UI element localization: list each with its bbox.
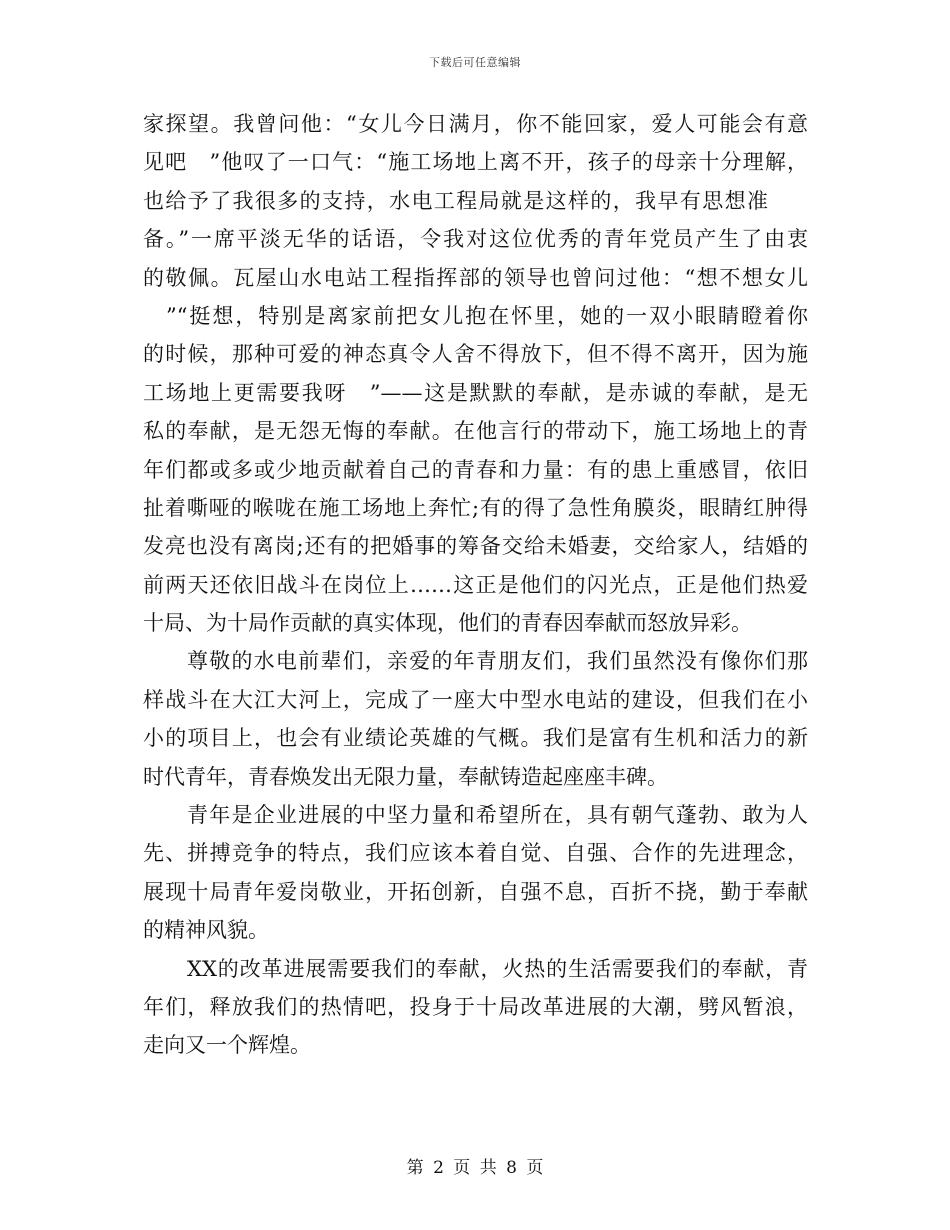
text-line: 的精神风貌。	[143, 918, 269, 943]
page-footer: 第 2 页 共 8 页	[406, 1158, 544, 1178]
text-line: 先、拼搏竞争的特点，我们应该本着自觉、自强、合作的先进理念，	[143, 841, 808, 866]
paragraph-start-line: 青年是企业进展的中坚力量和希望所在，具有朝气蓬勃、敢为人	[187, 803, 808, 828]
text-line: 前两天还依旧战斗在岗位上……这正是他们的闪光点，正是他们热爱	[143, 572, 808, 597]
text-line: 也给予了我很多的支持，水电工程局就是这样的，我早有思想准	[143, 188, 768, 213]
text-line: 展现十局青年爱岗敬业，开拓创新，自强不息，百折不挠，勤于奉献	[143, 879, 808, 904]
text-line: 走向又一个辉煌。	[143, 1033, 311, 1058]
text-line: 备。”一席平淡无华的话语，令我对这位优秀的青年党员产生了由衷	[143, 227, 808, 252]
paragraph-start-line: 尊敬的水电前辈们，亲爱的年青朋友们，我们虽然没有像你们那	[187, 649, 808, 674]
text-line: ”“挺想，特别是离家前把女儿抱在怀里，她的一双小眼睛瞪着你	[143, 303, 808, 328]
text-line: 扯着嘶哑的喉咙在施工场地上奔忙;有的得了急性角膜炎，眼睛红肿得	[143, 495, 808, 520]
text-line: 的敬佩。瓦屋山水电站工程指挥部的领导也曾问过他：“想不想女儿	[143, 265, 808, 290]
text-line: 的时候，那种可爱的神态真令人舍不得放下，但不得不离开，因为施	[143, 342, 808, 367]
text-line: 家探望。我曾问他：“女儿今日满月，你不能回家，爱人可能会有意	[143, 112, 808, 136]
text-line: 私的奉献，是无怨无悔的奉献。在他言行的带动下，施工场地上的青	[143, 419, 808, 444]
page-header: 下载后可任意编辑	[429, 56, 521, 69]
text-line: 十局、为十局作贡献的真实体现，他们的青春因奉献而怒放异彩。	[143, 611, 752, 636]
body-text	[143, 105, 808, 1065]
text-line: 时代青年，青春焕发出无限力量，奉献铸造起座座丰碑。	[143, 764, 668, 789]
text-line: 年们，释放我们的热情吧，投身于十局改革进展的大潮，劈风暂浪，	[143, 994, 808, 1019]
text-line: 工场地上更需要我呀 ”——这是默默的奉献，是赤诚的奉献，是无	[143, 380, 808, 405]
text-line: 发亮也没有离岗;还有的把婚事的筹备交给未婚妻，交给家人，结婚的	[143, 534, 808, 559]
paragraph-start-line: XX的改革进展需要我们的奉献，火热的生活需要我们的奉献，青	[187, 956, 808, 981]
text-line: 样战斗在大江大河上，完成了一座大中型水电站的建设，但我们在小	[143, 687, 808, 712]
text-line: 见吧 ”他叹了一口气：“施工场地上离不开，孩子的母亲十分理解，	[143, 150, 808, 175]
text-line: 年们都或多或少地贡献着自己的青春和力量：有的患上重感冒，依旧	[143, 457, 808, 482]
text-line: 小的项目上，也会有业绩论英雄的气概。我们是富有生机和活力的新	[143, 726, 808, 751]
